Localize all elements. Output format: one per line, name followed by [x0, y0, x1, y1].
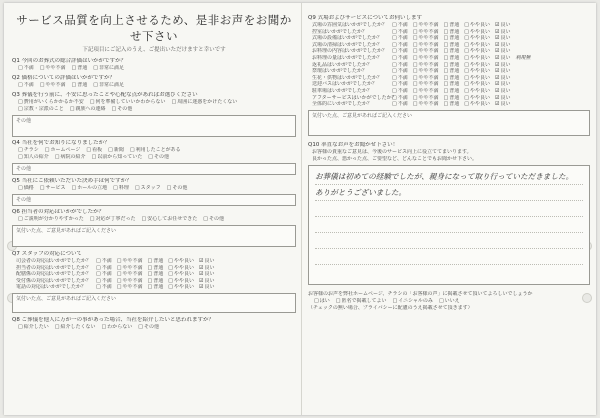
option[interactable]: □ 以前から知っていた — [92, 154, 143, 160]
option[interactable]: □ 不満 — [96, 265, 112, 272]
rating-label: 配膳係の対応はいかがでしたか？ — [16, 271, 92, 278]
option[interactable]: □ 普通 — [148, 278, 164, 285]
option[interactable]: □ やや不満 — [40, 82, 66, 88]
q3-options-row1 — [18, 99, 296, 106]
rating-row — [312, 68, 590, 75]
option[interactable]: ☑ 良い — [495, 35, 511, 42]
option[interactable]: □ やや不満 — [117, 265, 143, 272]
q10-note-1: お客様の貴重なご意見は、今後のサービス向上に役立ててまいります。 — [312, 148, 472, 155]
q9-comment-box[interactable]: 気付いた点、ご意見があればご記入ください — [308, 110, 590, 136]
option[interactable]: □ 何を準備していいかわからない — [90, 99, 166, 105]
rating-label: お料理の内容はいかがでしたか？ — [312, 48, 388, 55]
option[interactable]: □ その他 — [203, 216, 224, 222]
rating-label: アフターサービスはいかがでしたか？ — [312, 94, 397, 101]
option[interactable]: □ 紹介したい — [18, 324, 49, 330]
handwritten-note: 利用無 — [515, 54, 531, 61]
consent-note: （チェックの無い場合、プライバシーに配慮のうえ掲載させて頂きます） — [308, 304, 473, 311]
option[interactable]: □ はい — [314, 298, 330, 304]
rating-row — [16, 271, 296, 278]
option[interactable]: □ 不満 — [392, 55, 408, 62]
option[interactable]: □ やや良い — [168, 265, 194, 272]
option[interactable]: □ 普通 — [72, 82, 88, 88]
option[interactable]: □ その他 — [112, 106, 133, 112]
rating-row — [16, 284, 296, 291]
option[interactable]: □ ホールの立地 — [72, 185, 108, 191]
option[interactable]: □ 不満 — [96, 271, 112, 278]
option[interactable]: □ 安心してお任せできた — [142, 216, 198, 222]
q10-answer-box[interactable] — [308, 165, 590, 285]
rating-label: 司会者の対応はいかがでしたか？ — [16, 258, 92, 264]
option[interactable]: □ やや不満 — [413, 35, 439, 42]
q4-options-row1 — [18, 147, 296, 154]
option[interactable]: □ 対応が丁寧だった — [90, 216, 136, 222]
rating-label: 担当者の対応はいかがでしたか？ — [16, 264, 92, 271]
option[interactable]: □ 不満 — [392, 22, 408, 29]
blank-line — [315, 233, 583, 249]
q5-options — [18, 185, 296, 192]
q7-comment-box[interactable]: 気付いた点、ご意見があればご記入ください — [12, 293, 296, 313]
rating-row — [312, 88, 590, 95]
option[interactable]: ☑ 良い — [495, 48, 511, 55]
q10-text: Q10 率直なお声をお聞かせ下さい！ — [308, 141, 399, 148]
option[interactable]: □ 不満 — [392, 48, 408, 55]
rating-row — [312, 75, 590, 82]
rating-row — [312, 101, 590, 108]
option[interactable]: □ 普通 — [444, 75, 460, 82]
option[interactable]: □ やや良い — [464, 22, 490, 29]
option[interactable]: □ やや不満 — [413, 22, 439, 29]
option[interactable]: □ やや良い — [168, 258, 194, 265]
option[interactable]: □ 普通 — [444, 88, 460, 95]
rating-row — [16, 278, 296, 285]
rating-label: 駐車場はいかがでしたか？ — [312, 87, 373, 94]
option[interactable]: □ やや不満 — [413, 68, 439, 75]
q4-options-row2 — [18, 154, 296, 161]
option[interactable]: □ やや良い — [168, 271, 194, 278]
option[interactable]: □ 不満 — [392, 42, 408, 49]
survey-title: サービス品質を向上させるため、是非お声をお聞かせ下さい — [16, 13, 292, 43]
option[interactable]: □ 普通 — [444, 55, 460, 62]
option[interactable]: ☑ 良い — [199, 284, 215, 291]
option[interactable]: □ 非常に満足 — [93, 65, 124, 71]
option[interactable]: □ やや良い — [168, 284, 194, 291]
rating-label: 式場の雰囲気はいかがでしたか？ — [312, 22, 388, 28]
option[interactable]: ☑ 良い — [495, 81, 511, 88]
option[interactable]: □ やや不満 — [413, 29, 439, 36]
right-column — [308, 3, 590, 312]
option[interactable]: □ 不満 — [18, 65, 34, 71]
option[interactable]: ☑ 良い — [495, 55, 511, 62]
q3-text: Q3 葬儀を行う前に、不安に思ったことや心配な点があればお選びください — [12, 92, 198, 98]
option[interactable]: □ やや良い — [168, 278, 194, 285]
option[interactable]: □ やや良い — [464, 48, 490, 55]
q7-ratings — [16, 258, 296, 291]
option[interactable]: ☑ 良い — [199, 265, 215, 272]
q8-options — [18, 324, 296, 331]
rating-label: 全体的にいかがでしたか？ — [312, 101, 373, 108]
option[interactable]: □ その他 — [148, 154, 169, 160]
page-fold — [301, 3, 302, 415]
option[interactable]: □ 看板 — [86, 147, 102, 153]
option[interactable]: □ やや不満 — [413, 88, 439, 95]
option[interactable]: □ 知人の紹介 — [18, 154, 49, 160]
consent-text: お客様のお声を弊社ホームページ、チラシの「お客様の声」に掲載させて頂いてよろしいでしょうか — [308, 290, 533, 297]
option[interactable]: □ やや良い — [464, 29, 490, 36]
option[interactable]: □ やや良い — [464, 88, 490, 95]
rating-row — [312, 95, 590, 102]
option[interactable]: □ 普通 — [444, 29, 460, 36]
option[interactable]: □ やや不満 — [117, 278, 143, 285]
option[interactable]: □ 普通 — [444, 48, 460, 55]
rating-label: 控室はいかがでしたか？ — [312, 28, 368, 35]
option[interactable]: □ やや良い — [464, 42, 490, 49]
rating-label: 祭壇はいかがでしたか？ — [312, 68, 368, 75]
option[interactable]: □ 不満 — [392, 88, 408, 95]
q4-other-box[interactable]: その他 — [12, 163, 296, 175]
option[interactable]: □ やや不満 — [413, 81, 439, 88]
option[interactable]: □ 非常に満足 — [93, 82, 124, 88]
q9-text: Q9 式場およびサービスについてお伺いします — [308, 15, 422, 21]
option[interactable]: ☑ 良い — [199, 278, 215, 285]
option[interactable]: □ やや良い — [464, 68, 490, 75]
option[interactable]: □ 普通 — [444, 22, 460, 29]
q10-note-2: 良かった点、悪かった点、ご要望など、どんなことでもお聞かせ下さい。 — [312, 155, 478, 162]
option[interactable]: □ やや不満 — [117, 258, 143, 265]
option[interactable]: □ やや良い — [464, 95, 490, 102]
consent-options — [314, 298, 590, 305]
option[interactable]: ☑ 良い — [199, 271, 215, 278]
left-column — [12, 3, 296, 331]
option[interactable]: □ ホームページ — [45, 147, 81, 153]
survey-subtitle: 下記項目にご記入のうえ、ご提出いただけますと幸いです — [82, 47, 226, 53]
option[interactable]: □ やや良い — [464, 101, 490, 108]
option[interactable]: □ 普通 — [148, 265, 164, 272]
option[interactable]: □ やや良い — [464, 35, 490, 42]
option[interactable]: ☑ 良い — [495, 62, 511, 69]
option[interactable]: □ 普通 — [444, 35, 460, 42]
q7-text: Q7 スタッフの対応について — [12, 251, 82, 257]
q2-options — [18, 82, 296, 89]
option[interactable]: □ 不満 — [392, 68, 408, 75]
rating-label: 式場の清掃はいかがでしたか？ — [312, 41, 383, 48]
option[interactable]: ☑ 良い — [495, 68, 511, 75]
rating-row — [312, 35, 590, 42]
option[interactable]: □ やや不満 — [413, 101, 439, 108]
q5-other-box[interactable]: その他 — [12, 194, 296, 206]
rating-row — [16, 265, 296, 272]
option[interactable]: ☑ 良い — [495, 88, 511, 95]
option[interactable]: □ 匿名で掲載してよい — [336, 298, 387, 304]
option[interactable]: □ 普通 — [444, 42, 460, 49]
option[interactable]: □ 宗教・宗派のこと — [18, 106, 64, 112]
option[interactable]: □ 不満 — [392, 81, 408, 88]
option[interactable]: □ わからない — [102, 324, 133, 330]
option[interactable]: □ 不満 — [392, 95, 408, 102]
option[interactable]: □ 料理 — [113, 185, 129, 191]
option[interactable]: □ 病院の紹介 — [55, 154, 86, 160]
rating-label: 返礼品はいかがでしたか？ — [312, 61, 373, 68]
option[interactable]: □ やや良い — [464, 81, 490, 88]
rating-label: お料理の量はいかがでしたか？ — [312, 54, 383, 61]
option[interactable]: □ 紹介したくない — [55, 324, 96, 330]
option[interactable]: □ やや不満 — [40, 65, 66, 71]
option[interactable]: □ 普通 — [148, 271, 164, 278]
option[interactable]: ☑ 良い — [495, 42, 511, 49]
rating-row — [312, 22, 590, 29]
q6-comment-box[interactable]: 気付いた点、ご意見があればご記入ください — [12, 225, 296, 247]
rating-label: 受付係の対応はいかがでしたか？ — [16, 277, 92, 284]
option[interactable]: ☑ 良い — [495, 95, 511, 102]
rating-row — [312, 62, 590, 69]
option[interactable]: □ 価格 — [18, 185, 34, 191]
blank-line — [315, 249, 583, 265]
q6-text: Q6 担当者の対応はいかがでしたか？ — [12, 209, 105, 215]
rating-label: 式場の設備はいかがでしたか？ — [312, 35, 383, 42]
option[interactable]: □ やや不満 — [117, 271, 143, 278]
q3-options-row2 — [18, 106, 296, 113]
option[interactable]: □ 普通 — [444, 95, 460, 102]
option[interactable]: □ やや不満 — [413, 95, 439, 102]
option[interactable]: □ やや良い — [464, 75, 490, 82]
option[interactable]: □ やや不満 — [413, 75, 439, 82]
blank-line — [315, 201, 583, 217]
rating-label: 生花・供物はいかがでしたか？ — [312, 74, 383, 81]
option[interactable]: ☑ 良い — [199, 258, 215, 265]
option[interactable]: □ 普通 — [444, 68, 460, 75]
q1-text: Q1 今回のお葬式の総合評価はいかがですか？ — [12, 58, 127, 64]
option[interactable]: □ 不満 — [392, 62, 408, 69]
rating-label: 電話の対応はいかがでしたか？ — [16, 284, 87, 291]
q9-ratings — [312, 22, 590, 108]
option[interactable]: □ 不満 — [392, 101, 408, 108]
blank-line — [315, 217, 583, 233]
option[interactable]: □ やや不満 — [413, 55, 439, 62]
option[interactable]: □ 普通 — [148, 284, 164, 291]
option[interactable]: □ 普通 — [444, 81, 460, 88]
option[interactable]: □ やや不満 — [413, 48, 439, 55]
option[interactable]: □ イニシャルのみ — [393, 298, 433, 304]
option[interactable]: □ 普通 — [72, 65, 88, 71]
option[interactable]: □ チラシ — [18, 147, 39, 153]
option[interactable]: ☑ 良い — [495, 29, 511, 36]
q2-text: Q2 価格についての評価はいかがですか？ — [12, 75, 115, 81]
option[interactable]: □ スタッフ — [135, 185, 161, 191]
option[interactable]: □ 費用がいくらかかるか不安 — [18, 99, 84, 105]
rating-row — [312, 55, 590, 62]
survey-sheet — [4, 3, 596, 415]
option[interactable]: □ 利用したことがある — [130, 147, 181, 153]
option[interactable]: □ 不満 — [392, 29, 408, 36]
q6-options — [18, 216, 296, 223]
rating-row — [312, 48, 590, 55]
option[interactable]: □ 不満 — [96, 284, 112, 291]
option[interactable]: □ 不満 — [96, 258, 112, 265]
q8-text: Q8 ご葬儀を他人に万が一の事があった場合、当社を紹介したいと思われますか？ — [12, 316, 215, 323]
q4-text: Q4 当社を何でお知りになりましたか？ — [12, 140, 110, 146]
rating-row — [312, 29, 590, 36]
option[interactable]: □ やや不満 — [413, 42, 439, 49]
option[interactable]: ☑ 良い — [495, 22, 511, 29]
option[interactable]: □ 周囲に迷惑をかけたくない — [172, 99, 238, 105]
option[interactable]: □ 不満 — [392, 35, 408, 42]
rating-row — [312, 42, 590, 49]
option[interactable]: ☑ 良い — [495, 75, 511, 82]
option[interactable]: □ いいえ — [439, 298, 460, 304]
option[interactable]: □ やや良い — [464, 55, 490, 62]
q3-other-box[interactable]: その他 — [12, 115, 296, 137]
q5-text: Q5 当社にご依頼いただいた決め手は何ですか？ — [12, 178, 132, 184]
option[interactable]: □ やや不満 — [117, 284, 143, 291]
option[interactable]: □ 普通 — [444, 101, 460, 108]
option[interactable]: □ その他 — [167, 185, 188, 191]
option[interactable]: □ 親族への連絡 — [70, 106, 106, 112]
rating-row — [16, 258, 296, 265]
option[interactable]: □ 不満 — [96, 278, 112, 285]
q1-options — [18, 65, 296, 72]
option[interactable]: □ 普通 — [148, 258, 164, 265]
option[interactable]: □ 普通 — [444, 62, 460, 69]
option[interactable]: □ ご説明が分かりやすかった — [18, 216, 84, 222]
option[interactable]: □ 不満 — [18, 82, 34, 88]
option[interactable]: □ 不満 — [392, 75, 408, 82]
rating-label: 送迎バスはいかがでしたか？ — [312, 81, 378, 88]
option[interactable]: □ 新聞 — [108, 147, 124, 153]
option[interactable]: □ やや不満 — [413, 62, 439, 69]
option[interactable]: ☑ 良い — [495, 101, 511, 108]
rating-row — [312, 81, 590, 88]
handwritten-line: お葬儀は初めての経験でしたが、親身になって取り行っていただきました。 — [315, 169, 583, 185]
option[interactable]: □ サービス — [40, 185, 66, 191]
handwritten-line: ありがとうございました。 — [315, 185, 583, 201]
option[interactable]: □ その他 — [138, 324, 159, 330]
option[interactable]: □ やや良い — [464, 62, 490, 69]
